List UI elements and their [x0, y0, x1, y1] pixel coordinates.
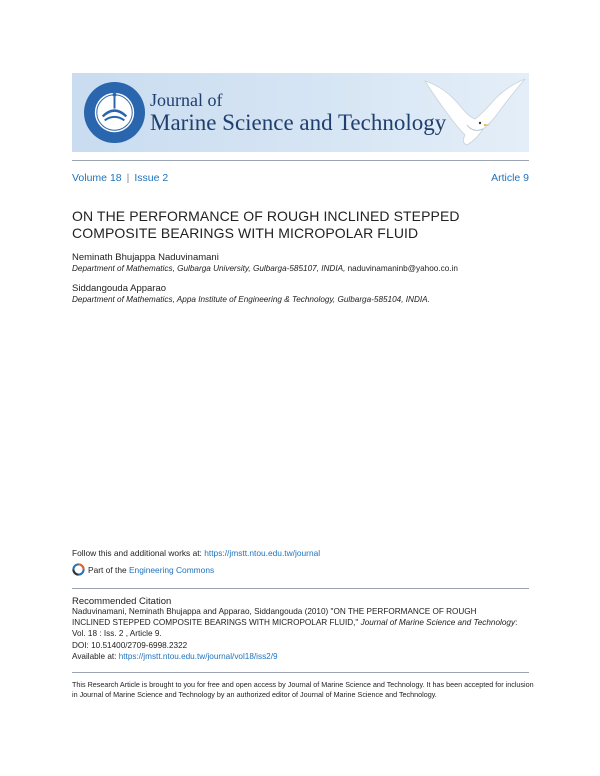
citation-volume: Vol. 18 : Iss. 2 , Article 9.: [72, 629, 162, 639]
journal-banner: [72, 73, 529, 152]
author-affiliation: [72, 264, 458, 273]
affiliation-text: Department of Mathematics, Gulbarga University, Gulbarga-585107, INDIA,: [72, 264, 346, 273]
partof-text: Part of the: [88, 564, 127, 575]
author-email: naduvinamaninb@yahoo.co.in: [347, 264, 458, 273]
citation-text: :: [515, 618, 518, 628]
available-link[interactable]: https://jmstt.ntou.edu.tw/journal/vol18/iss2/9: [118, 651, 278, 661]
citation-line: Naduvinamani, Neminath Bhujappa and Apparao, Siddangouda (2010) "ON THE PERFORMANCE OF ROUGH: [72, 607, 477, 616]
available-text: Available at:: [72, 651, 119, 661]
citation-line: [72, 617, 542, 628]
citation-text: INCLINED STEPPED COMPOSITE BEARINGS WITH MICROPOLAR FLUID,": [72, 618, 361, 628]
access-note: This Research Article is brought to you for free and open access by Journal of Marine Science and Technology. It has been accepted for inclusion in Journal of Marine Science and Technology by an authorized editor of Journal of Marine Science and Technology.: [72, 680, 534, 699]
article-link[interactable]: Article 9: [491, 172, 529, 184]
article-title: ON THE PERFORMANCE OF ROUGH INCLINED STEPPED COMPOSITE BEARINGS WITH MICROPOLAR FLUID: [72, 208, 460, 241]
follow-line: [72, 548, 320, 558]
seagull-icon: [417, 73, 529, 152]
header-divider: [72, 160, 529, 161]
journal-name-line1: Journal of: [150, 90, 223, 110]
engineering-commons-link[interactable]: Engineering Commons: [128, 564, 215, 575]
network-commons-icon: [72, 563, 85, 576]
author-affiliation: [72, 295, 430, 304]
citation-heading: Recommended Citation: [72, 596, 172, 607]
follow-link[interactable]: https://jmstt.ntou.edu.tw/journal: [204, 548, 321, 558]
author-name: Neminath Bhujappa Naduvinamani: [72, 252, 219, 263]
issue-separator: |: [126, 172, 130, 184]
commons-line: [72, 563, 214, 576]
issue-line: [72, 172, 529, 184]
citation-available: [72, 651, 542, 662]
citation-divider: [72, 588, 529, 589]
follow-text: Follow this and additional works at:: [72, 548, 205, 558]
citation-journal: Journal of Marine Science and Technology: [360, 618, 516, 628]
issue-link[interactable]: Issue 2: [134, 172, 169, 184]
volume-link[interactable]: Volume 18: [72, 172, 122, 184]
citation-body: [72, 606, 542, 662]
journal-name-line2: Marine Science and Technology: [150, 110, 447, 135]
footer-divider: [72, 672, 529, 673]
affiliation-text: Department of Mathematics, Appa Institute of Engineering & Technology, Gulbarga-585104, INDIA.: [72, 295, 430, 304]
citation-doi: DOI: 10.51400/2709-6998.2322: [72, 640, 188, 650]
author-name: Siddangouda Apparao: [72, 283, 167, 294]
university-seal-icon: [83, 81, 146, 144]
